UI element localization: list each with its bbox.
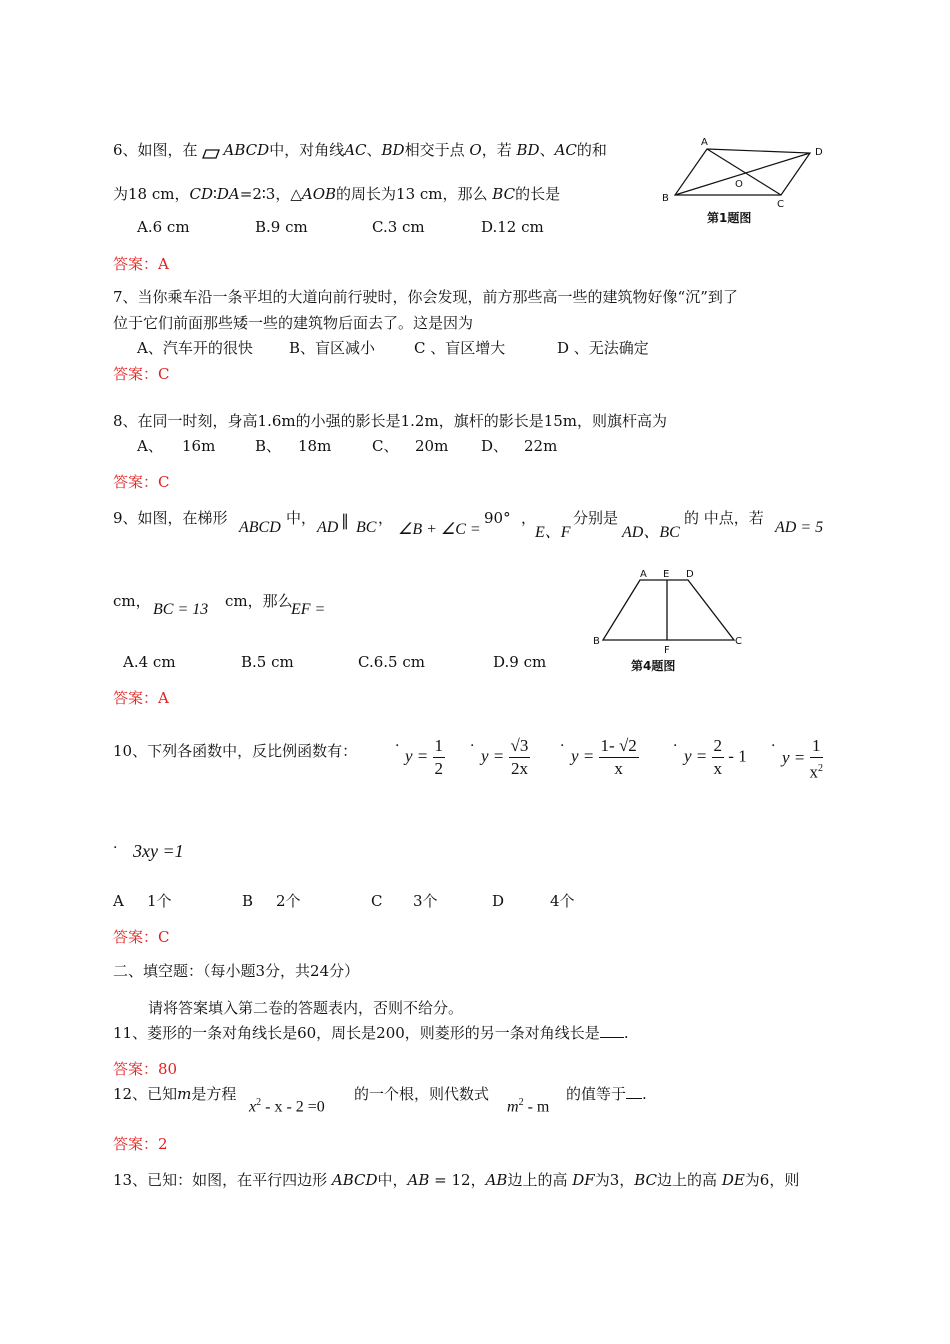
q9-math-ef-query: EF = xyxy=(291,601,326,618)
fig4-label-a: A xyxy=(640,569,647,580)
q12-equation: $x^2 - x - 2 =0$ xyxy=(249,1097,325,1116)
q9-math-abcd: ABCD xyxy=(239,519,281,536)
q6-line1: 6、如图，在 ABCD中，对角线AC、BD相交于点 O，若 BD、AC的和 xyxy=(113,141,607,159)
q7-option-c: C 、盲区增大 xyxy=(414,339,506,357)
q10-option-d-letter: D xyxy=(492,892,505,910)
q9-option-a: A.4 cm xyxy=(123,653,176,671)
q10-f5: y = $\frac{1}{x^2}$ xyxy=(782,736,824,782)
q10-option-d-value: 4个 xyxy=(550,892,575,910)
q6-option-a: A.6 cm xyxy=(137,218,190,236)
fig4-label-b: B xyxy=(593,636,600,647)
q10-f1: y = $\frac{1}{2}$ xyxy=(405,736,444,778)
q8-line1: 8、在同一时刻，身高1.6m的小强的影长是1.2m，旗杆的影长是15m，则旗杆高为 xyxy=(113,412,668,430)
q7-option-a: A、汽车开的很快 xyxy=(137,339,253,357)
answer-blank xyxy=(626,1084,642,1099)
q10-f6: 3xy =1 xyxy=(133,841,184,861)
q8-option-a-value: 16m xyxy=(182,437,216,455)
q8-option-c-letter: C、 xyxy=(372,437,399,455)
q11-answer: 答案：80 xyxy=(113,1060,178,1078)
q10-stem: 10、下列各函数中，反比例函数有： xyxy=(113,742,358,760)
q10-f2: y = $\frac{√3}{2x}$ xyxy=(481,736,529,778)
fig4-label-e: E xyxy=(663,569,670,580)
answer-blank xyxy=(600,1023,624,1038)
q10-answer: 答案：C xyxy=(113,928,170,946)
q8-answer: 答案：C xyxy=(113,473,170,491)
fig1-caption: 第1题图 xyxy=(707,211,752,225)
q9-math-ad-bc: AD、BC xyxy=(622,524,680,541)
bullet-icon: · xyxy=(113,840,118,856)
q9-math-bc: BC xyxy=(356,519,377,536)
fig1-label-a: A xyxy=(701,137,708,148)
fig1-label-o: O xyxy=(735,179,743,190)
q9-text-5: ， xyxy=(521,509,537,527)
q11-line: 11、菱形的一条对角线长是60，周长是200，则菱形的另一条对角线长是 . xyxy=(113,1024,629,1042)
bullet-icon: · xyxy=(470,738,475,754)
q9-math-parallel: ∥ xyxy=(341,513,349,530)
q7-line2: 位于它们前面那些矮一些的建筑物后面去了。这是因为 xyxy=(113,314,474,332)
q9-text-6: 分别是 xyxy=(573,509,619,527)
q6-line2: 为18 cm，CD∶DA=2∶3，△AOB的周长为13 cm，那么 BC的长是 xyxy=(113,185,561,203)
q6-option-c: C.3 cm xyxy=(372,218,425,236)
q9-trapezoid-figure xyxy=(585,562,750,677)
q9-text-1: 9、如图，在梯形 xyxy=(113,509,228,527)
fig4-label-c: C xyxy=(735,636,742,647)
q6-option-d: D.12 cm xyxy=(481,218,544,236)
q12-text-1: 12、已知m是方程 xyxy=(113,1085,237,1103)
q9-option-d: D.9 cm xyxy=(493,653,547,671)
q10-f4: y = $\frac{2}{x}$ - 1 xyxy=(684,736,747,778)
q9-text-4: 90° xyxy=(484,509,511,527)
q9-math-bc-value: BC = 13 xyxy=(153,601,209,618)
bullet-icon: · xyxy=(771,738,776,754)
fig1-label-b: B xyxy=(662,193,669,204)
q13-line1: 13、已知：如图，在平行四边形 ABCD中，AB = 12，AB边上的高 DF为3，BC边上的高 DE为6，则 xyxy=(113,1171,800,1189)
q12-expression: $m^2$ - m xyxy=(507,1097,550,1116)
q12-text-3: 的一个根，则代数式 xyxy=(354,1085,490,1103)
q6-parallelogram-figure xyxy=(655,133,835,228)
q8-option-b-letter: B、 xyxy=(255,437,282,455)
q9-math-ef: E、F xyxy=(535,524,571,541)
fig4-label-d: D xyxy=(686,569,694,580)
q10-option-b-value: 2个 xyxy=(276,892,301,910)
fig4-caption: 第4题图 xyxy=(631,659,676,673)
q9-math-ad: AD xyxy=(317,519,339,536)
q10-option-b-letter: B xyxy=(242,892,254,910)
q12-text-4: 的值等于 . xyxy=(566,1085,647,1103)
q10-option-c-value: 3个 xyxy=(413,892,438,910)
q8-option-d-value: 22m xyxy=(524,437,558,455)
q10-option-c-letter: C xyxy=(371,892,383,910)
q9-math-angles: ∠B + ∠C = xyxy=(398,521,481,538)
q6-var: ABCD xyxy=(223,141,270,159)
bullet-icon: · xyxy=(395,738,400,754)
section2-note: 请将答案填入第二卷的答题表内，否则不给分。 xyxy=(148,999,464,1017)
q6-text: 6、如图，在 xyxy=(113,141,198,159)
q7-answer: 答案：C xyxy=(113,365,170,383)
q7-option-d: D 、无法确定 xyxy=(557,339,649,357)
q9-option-c: C.6.5 cm xyxy=(358,653,425,671)
q9-text-7: 的 中点，若 xyxy=(684,509,764,527)
q8-option-c-value: 20m xyxy=(415,437,449,455)
q10-f3: y = $\frac{1- √2}{x}$ xyxy=(571,736,637,778)
q9-text-8: cm， xyxy=(113,592,151,610)
q7-line1: 7、当你乘车沿一条平坦的大道向前行驶时，你会发现，前方那些高一些的建筑物好像“沉”到了 xyxy=(113,288,738,306)
bullet-icon: · xyxy=(673,738,678,754)
fig1-label-c: C xyxy=(777,199,784,210)
q9-text-3: ， xyxy=(378,509,394,527)
q10-option-a-letter: A xyxy=(113,892,124,910)
q8-option-a-letter: A、 xyxy=(137,437,163,455)
q9-text-9: cm，那么 xyxy=(225,592,293,610)
q9-answer: 答案：A xyxy=(113,689,169,707)
section2-title: 二、填空题：（每小题3分，共24分） xyxy=(113,962,360,980)
q8-option-b-value: 18m xyxy=(298,437,332,455)
q10-option-a-value: 1个 xyxy=(147,892,172,910)
bullet-icon: · xyxy=(560,738,565,754)
q9-text-2: 中， xyxy=(286,509,317,527)
fig1-label-d: D xyxy=(815,147,823,158)
parallelogram-symbol-icon xyxy=(202,145,220,157)
q8-option-d-letter: D、 xyxy=(481,437,509,455)
q6-option-b: B.9 cm xyxy=(255,218,308,236)
q9-option-b: B.5 cm xyxy=(241,653,294,671)
q7-option-b: B、盲区减小 xyxy=(289,339,376,357)
q12-answer: 答案：2 xyxy=(113,1135,168,1153)
fig4-label-f: F xyxy=(664,645,670,656)
q9-math-ad-value: AD = 5 xyxy=(775,519,824,536)
q6-answer: 答案：A xyxy=(113,255,169,273)
